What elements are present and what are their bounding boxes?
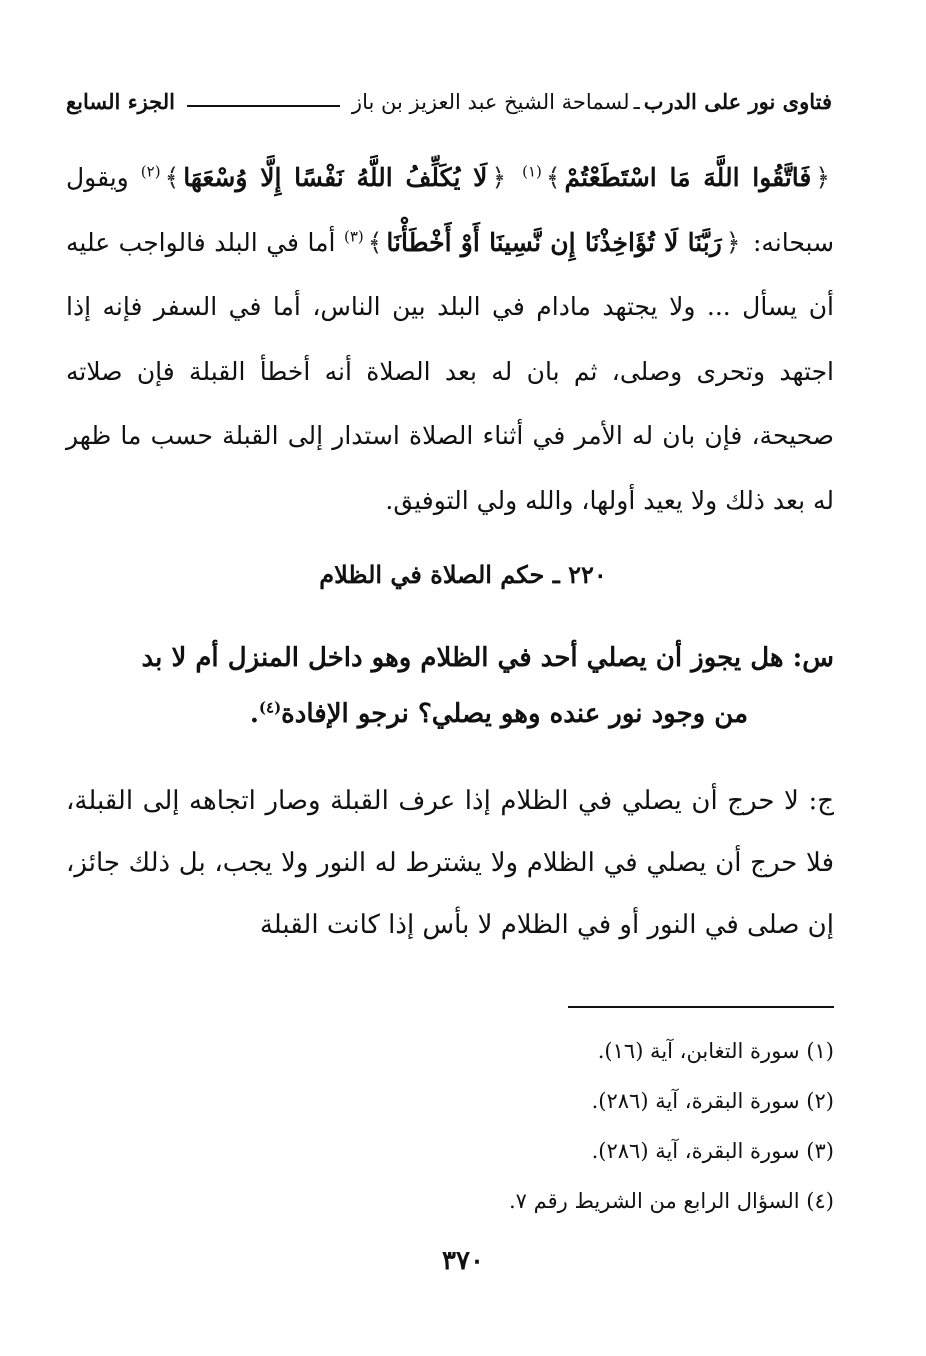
footnote-marker-4: (٤) [258, 698, 282, 717]
running-header [66, 86, 832, 118]
body-text-segment-1: ويقول سبحانه: [66, 163, 835, 257]
answer-text: ج: لا حرج أن يصلي في الظلام إذا عرف القبلة وصار اتجاهه إلى القبلة، فلا حرج أن يصلي في الظلام ولا يشترط له النور ولا يجب، بل ذلك جائز، إن صلى في النور أو في الظلام لا بأس إذا كانت القبلة [66, 786, 834, 940]
body-paragraph [66, 146, 834, 533]
verse-bracket-close: ﴾ [545, 163, 561, 192]
verse-bracket-open: ﴿ [491, 163, 507, 192]
footnotes-list [234, 1026, 834, 1226]
volume-label: الجزء السابع [66, 89, 175, 114]
footnote-1: (١) سورة التغابن، آية (١٦). [597, 1039, 834, 1063]
page-number: ٣٧٠ [442, 1246, 484, 1276]
verse-bracket-close: ﴾ [367, 227, 383, 257]
section-heading: ٢٢٠ ـ حكم الصلاة في الظلام [319, 560, 607, 589]
book-title: فتاوى نور على الدرب [643, 89, 832, 114]
footnote-marker-1: (١) [522, 162, 542, 181]
body-text-segment-2: أما في البلد فالواجب عليه أن يسأل ... ولا يجتهد مادام في البلد بين الناس، أما في السفر فإنه إذا اجتهد وتحرى وصلى، ثم بان له بعد الصلاة أنه أخطأ القبلة فإن صلاته صحيحة، فإن بان له الأمر في أثناء الصلاة استدار إلى القبلة حسب ما ظهر له بعد ذلك ولا يعيد أولها، والله ولي التوفيق. [66, 227, 834, 515]
running-header-title-group [352, 86, 832, 118]
question-block [66, 630, 834, 742]
answer-block [66, 770, 834, 956]
question-end-mark: . [249, 699, 259, 729]
verse-bracket-open: ﴿ [815, 163, 830, 192]
quran-verse-3: رَبَّنَا لَا تُؤَاخِذْنَا إِن نَّسِينَا أَوْ أَخْطَأْنَا [386, 227, 722, 257]
quran-verse-2: لَا يُكَلِّفُ اللَّهُ نَفْسًا إِلَّا وُسْعَهَا [183, 163, 488, 192]
question-line-2-text: من وجود نور عنده وهو يصلي؟ نرجو الإفادة [281, 699, 748, 729]
header-rule [187, 105, 340, 107]
footnote-2: (٢) سورة البقرة، آية (٢٨٦). [591, 1089, 834, 1113]
question-line-2 [66, 686, 834, 742]
verse-bracket-open: ﴿ [725, 227, 741, 257]
author-name: لسماحة الشيخ عبد العزيز بن باز [351, 90, 630, 114]
footnote-marker-3: (٣) [343, 227, 364, 246]
question-line-1: س: هل يجوز أن يصلي أحد في الظلام وهو داخل المنزل أم لا بد [141, 643, 834, 673]
footnote-3: (٣) سورة البقرة، آية (٢٨٦). [591, 1139, 834, 1163]
footnote-marker-2: (٢) [140, 162, 161, 181]
verse-bracket-close: ﴾ [164, 163, 180, 192]
footnote-separator [568, 1006, 834, 1008]
header-dash: ـ [633, 90, 640, 114]
body-text [66, 146, 834, 533]
footnote-4: (٤) السؤال الرابع من الشريط رقم ٧. [508, 1189, 834, 1213]
quran-verse-1: فَاتَّقُوا اللَّهَ مَا اسْتَطَعْتُمْ [564, 163, 812, 192]
